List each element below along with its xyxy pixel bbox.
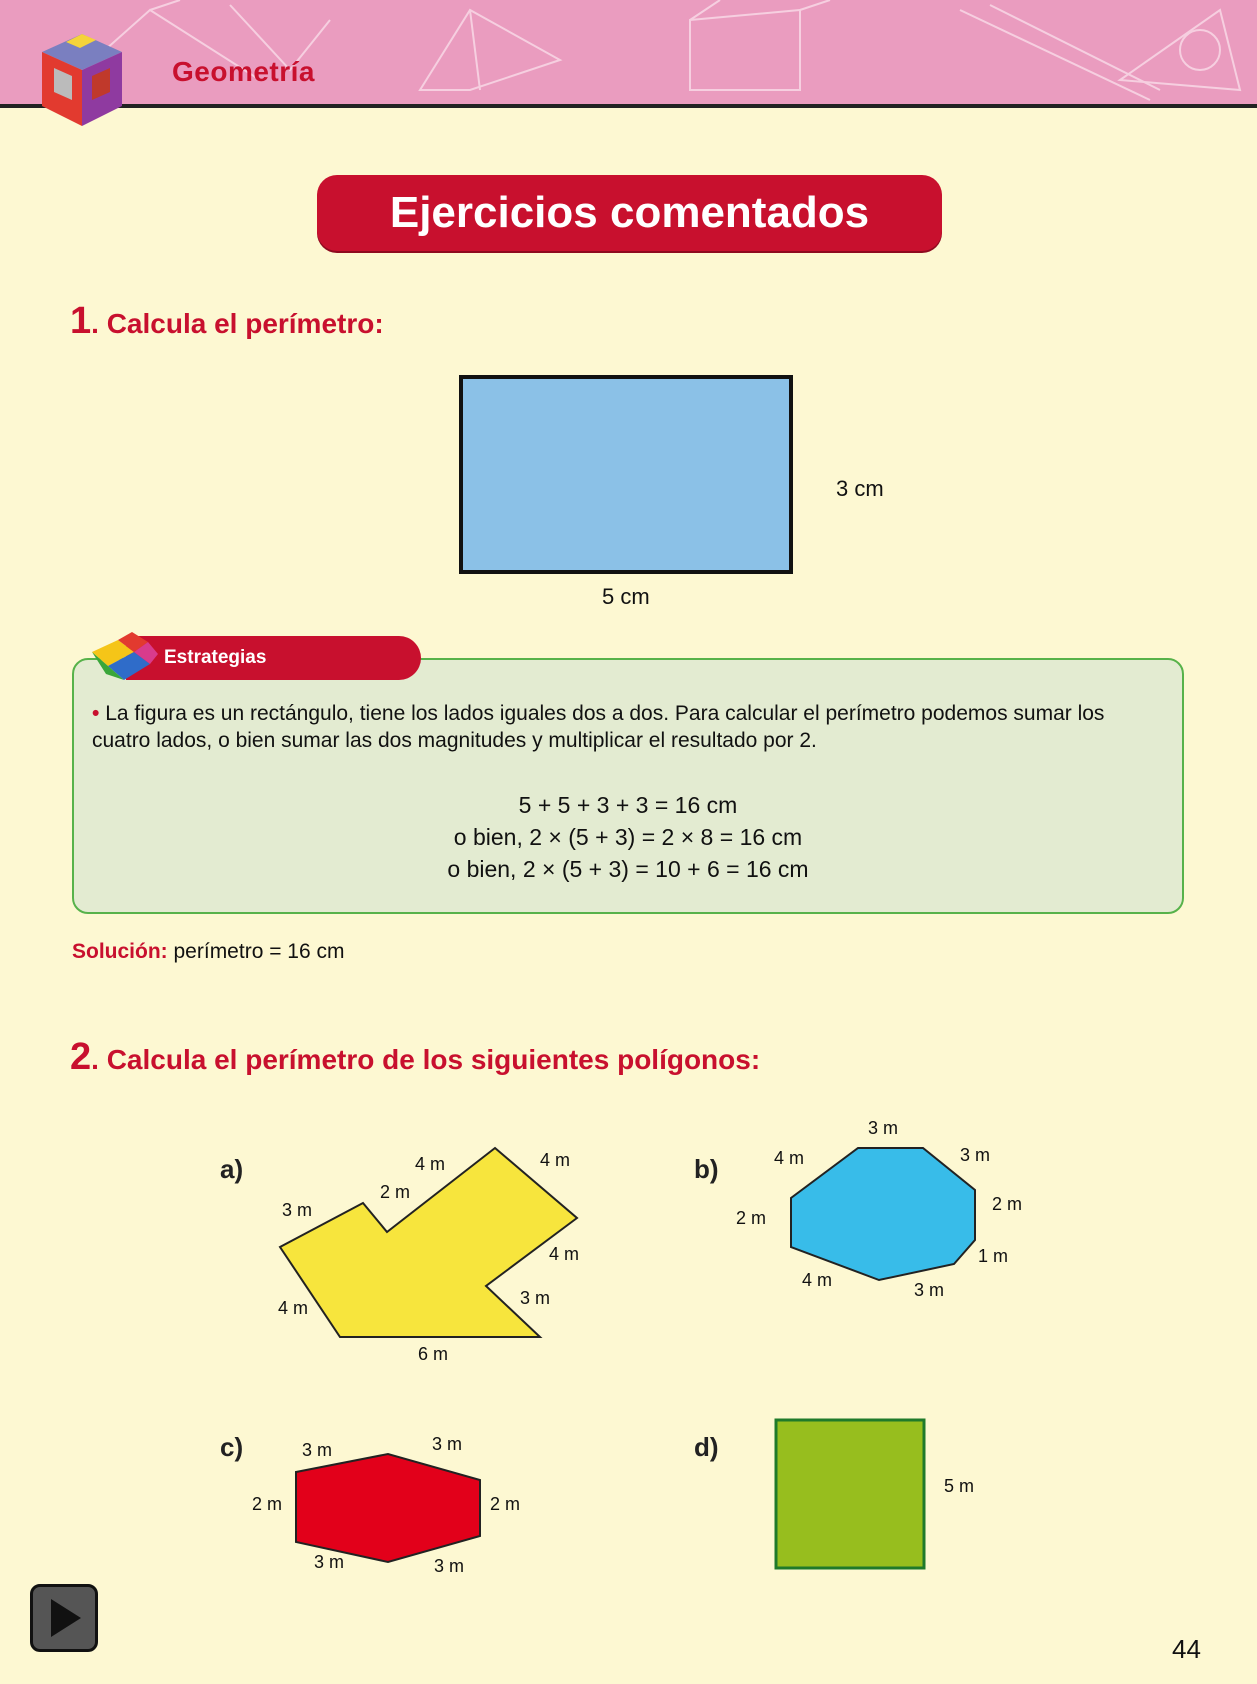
exercise-2-title	[70, 1036, 760, 1079]
side-label: 3 m	[868, 1118, 899, 1138]
side-label: 3 m	[520, 1288, 551, 1308]
side-label: 2 m	[380, 1182, 411, 1202]
rectangle-height-label: 3 cm	[836, 476, 884, 501]
side-label: 2 m	[992, 1194, 1023, 1214]
exercise-title-text: . Calcula el perímetro:	[91, 308, 384, 339]
side-label: 2 m	[252, 1494, 283, 1514]
side-label: 5 m	[944, 1476, 975, 1496]
exercise-number: 2	[70, 1036, 92, 1078]
equation-line: o bien, 2 × (5 + 3) = 10 + 6 = 16 cm	[447, 856, 809, 882]
polygon-b	[780, 1140, 980, 1286]
side-label: 3 m	[314, 1552, 345, 1572]
page-banner: Ejercicios comentados	[317, 175, 942, 251]
side-label: 3 m	[302, 1440, 333, 1460]
bullet-mark: •	[92, 702, 100, 725]
side-label: 4 m	[415, 1154, 446, 1174]
side-label: 4 m	[540, 1150, 571, 1170]
side-label: 3 m	[432, 1434, 463, 1454]
solution-text: perímetro = 16 cm	[167, 940, 345, 963]
page-number: 44	[1172, 1634, 1201, 1664]
polygon-c	[290, 1448, 490, 1566]
exercise-1-title	[70, 300, 384, 343]
side-label: 4 m	[802, 1270, 833, 1290]
exercise-title-text: . Calcula el perímetro de los siguientes polígonos:	[91, 1044, 761, 1075]
geometry-sketch-decoration	[0, 0, 1257, 104]
side-label: 3 m	[434, 1556, 465, 1576]
equation-line: 5 + 5 + 3 + 3 = 16 cm	[518, 792, 738, 818]
puzzle-icon	[88, 630, 160, 688]
side-label: 4 m	[278, 1298, 309, 1318]
side-label: 4 m	[549, 1244, 580, 1264]
figure-b-label: b)	[694, 1154, 719, 1184]
strategies-tab: Estrategias	[126, 636, 421, 680]
square-d	[774, 1418, 928, 1572]
side-label: 4 m	[774, 1148, 805, 1168]
side-label: 3 m	[960, 1145, 991, 1165]
cube-logo-icon	[30, 28, 134, 132]
side-label: 3 m	[282, 1200, 313, 1220]
strategies-text	[92, 700, 1152, 754]
side-label: 3 m	[914, 1280, 945, 1300]
figure-d-label: d)	[694, 1432, 719, 1462]
exercise-number: 1	[70, 300, 92, 342]
solution-label: Solución:	[72, 940, 168, 963]
equation-line: o bien, 2 × (5 + 3) = 2 × 8 = 16 cm	[453, 824, 803, 850]
figure-a-label: a)	[220, 1154, 244, 1184]
side-label: 6 m	[418, 1344, 449, 1364]
rectangle-figure	[458, 374, 796, 576]
page-header	[0, 0, 1257, 108]
figure-c-label: c)	[220, 1432, 244, 1462]
play-icon	[33, 1587, 95, 1649]
strategies-paragraph: La figura es un rectángulo, tiene los lados iguales dos a dos. Para calcular el perímetro podemos sumar los cuatro lados, o bien sumar las dos magnitudes y multiplicar el resultado por 2.	[92, 702, 1105, 752]
solution-line	[72, 940, 345, 964]
side-label: 1 m	[978, 1246, 1009, 1266]
play-button[interactable]	[30, 1584, 98, 1652]
side-label: 2 m	[490, 1494, 521, 1514]
rectangle-width-label: 5 cm	[602, 584, 650, 609]
section-title: Geometría	[172, 56, 315, 87]
side-label: 2 m	[736, 1208, 767, 1228]
